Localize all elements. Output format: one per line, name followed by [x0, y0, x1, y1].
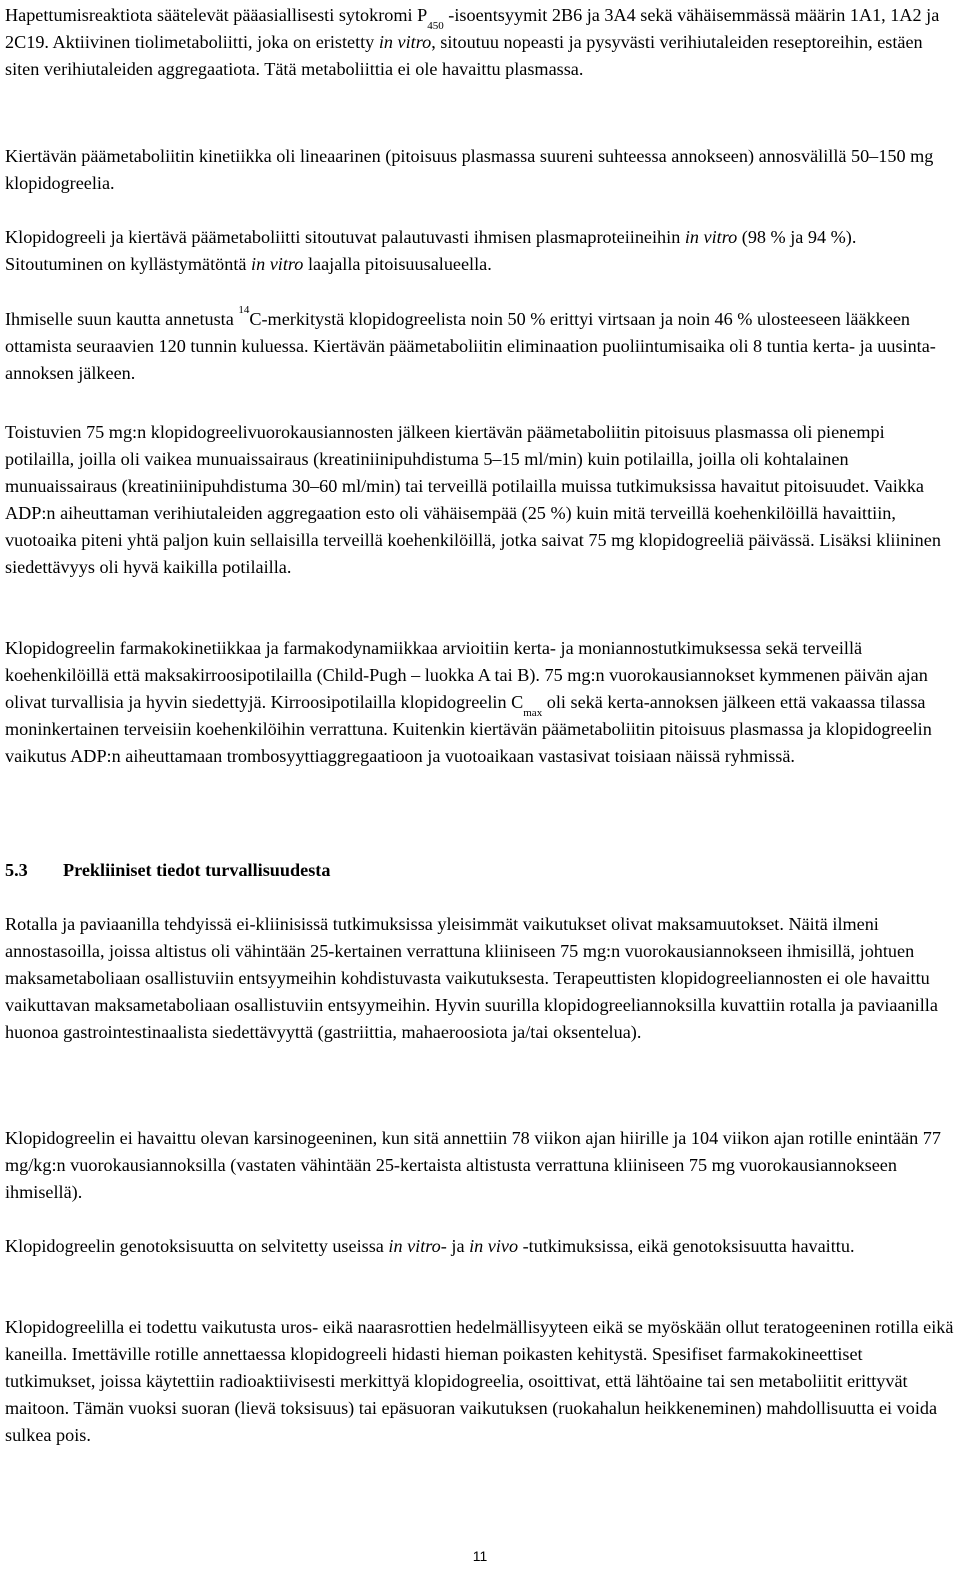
text-run: Ihmiselle suun kautta annetusta: [5, 309, 239, 329]
paragraph-metabolism: [5, 2, 955, 83]
text-run: C-merkitystä klopidogreelista noin 50 % erittyi virtsaan ja noin 46 % ulosteeseen lääkkeen ottamista seuraavien 120 tunnin kuluessa. Kiertävän päämetaboliitin eliminaation puoliintumisaika oli 8 tuntia kerta- ja uusinta-annoksen jälkeen.: [5, 309, 936, 383]
subscript: 450: [427, 20, 444, 32]
italic-term: in vitro: [251, 254, 304, 274]
text-run: (98 % ja 94 %). Sitoutuminen on kyllästymätöntä: [5, 227, 857, 274]
text-run: Klopidogreelin genotoksisuutta on selvitetty useissa: [5, 1236, 389, 1256]
text-run: laajalla pitoisuusalueella.: [303, 254, 492, 274]
italic-term: in vitro: [378, 32, 432, 52]
text-run: Klopidogreeli ja kiertävä päämetaboliitti sitoutuvat palautuvasti ihmisen plasmaproteiineihin: [5, 227, 685, 247]
section-title: Prekliiniset tiedot turvallisuudesta: [63, 860, 331, 880]
paragraph-kinetics: Kiertävän päämetaboliitin kinetiikka oli lineaarinen (pitoisuus plasmassa suureni suhteessa annokseen) annosvälillä 50–150 mg klopidogreelia.: [5, 146, 934, 193]
paragraph-genotoxicity: [5, 1233, 855, 1260]
section-heading: [5, 857, 330, 884]
italic-term: in vivo: [469, 1236, 519, 1256]
paragraph-protein-binding: [5, 224, 955, 278]
paragraph-hepatic-impairment: [5, 635, 955, 770]
subscript: max: [523, 707, 543, 719]
superscript: 14: [238, 304, 250, 316]
text-run: -tutkimuksissa, eikä genotoksisuutta havaittu.: [518, 1236, 855, 1256]
italic-term: in vitro: [388, 1236, 441, 1256]
paragraph-nonclinical: Rotalla ja paviaanilla tehdyissä ei-kliinisissä tutkimuksissa yleisimmät vaikutukset olivat maksamuutokset. Näitä ilmeni annostasoilla, joissa altistus oli vähintään 25-kertainen verrattuna kliiniseen 75 mg:n vuorokausiannokseen ihmisillä, johtuen maksametaboliaan osallistuviin entsyymeihin kohdistuvasta vaikutuksesta. Terapeuttisten klopidogreeliannosten ei ole havaittu vaikuttavan maksametaboliaan osallistuviin entsyymeihin. Hyvin suurilla klopidogreeliannoksilla kuvattiin rotalla ja paviaanilla huonoa gastrointestinaalista siedettävyyttä (gastriittia, mahaeroosiota ja/tai oksentelua).: [5, 914, 938, 1042]
paragraph-carcinogenicity: Klopidogreelin ei havaittu olevan karsinogeeninen, kun sitä annettiin 78 viikon ajan hiirille ja 104 viikon ajan rotille enintään 77 mg/kg:n vuorokausiannoksilla (vastaten vähintään 25-kertaista altistusta verrattuna kliiniseen 75 mg vuorokausiannokseen ihmisellä).: [5, 1128, 941, 1202]
text-run: Hapettumisreaktiota säätelevät pääasiallisesti sytokromi P: [5, 5, 428, 25]
text-run: Klopidogreelin farmakokinetiikkaa ja farmakodynamiikkaa arvioitiin kerta- ja moniannostutkimuksessa sekä terveillä koehenkilöillä että maksakirroosipotilailla (Child-Pugh – luokka A tai B). 75 mg:n vuorokausiannokset kymmenen päivän ajan olivat turvallisia ja hyvin siedettyjä. Kirroosipotilailla klopidogreelin C: [5, 638, 928, 712]
text-run: -isoentsyymit 2B6 ja 3A4 sekä vähäisemmässä määrin 1A1, 1A2 ja 2C19. Aktiivinen tiolimetaboliitti, joka on eristetty: [5, 5, 940, 52]
paragraph-elimination: [5, 306, 955, 387]
italic-term: in vitro: [684, 227, 738, 247]
paragraph-renal-impairment: Toistuvien 75 mg:n klopidogreelivuorokausiannosten jälkeen kiertävän päämetaboliitin pitoisuus plasmassa oli pienempi potilailla, joilla oli vaikea munuaissairaus (kreatiniinipuhdistuma 5–15 ml/min) kuin potilailla, joilla oli kohtalainen munuaissairaus (kreatiniinipuhdistuma 30–60 ml/min) tai terveillä potilailla muissa tutkimuksissa havaitut pitoisuudet. Vaikka ADP:n aiheuttaman verihiutaleiden aggregaation esto oli vähäisempää (25 %) kuin mitä terveillä koehenkilöillä havaittiin, vuotoaika piteni yhtä paljon kuin sellaisilla terveillä koehenkilöillä, jotka saivat 75 mg klopidogreeliä päivässä. Lisäksi kliininen siedettävyys oli hyvä kaikilla potilailla.: [5, 422, 941, 577]
paragraph-reproductive-toxicity: Klopidogreelilla ei todettu vaikutusta uros- eikä naarasrottien hedelmällisyyteen eikä se myöskään ollut teratogeeninen rotilla eikä kaneilla. Imettäville rotille annettaessa klopidogreeli hidasti hieman poikasten kehitystä. Spesifiset farmakokineettiset tutkimukset, joissa käytettiin radioaktiivisesti merkittyä klopidogreelia, osoittivat, että lähtöaine tai sen metaboliitit erittyvät maitoon. Tämän vuoksi suoran (lievä toksisuus) tai epäsuoran vaikutuksen (ruokahalun heikkeneminen) mahdollisuutta ei voida sulkea pois.: [5, 1317, 954, 1445]
page-number: 11: [472, 1548, 488, 1564]
text-run: , sitoutuu nopeasti ja pysyvästi verihiutaleiden reseptoreihin, estäen siten verihiutaleiden aggregaatiota. Tätä metaboliittia ei ole havaittu plasmassa.: [5, 32, 923, 79]
text-run: - ja: [440, 1236, 470, 1256]
text-run: oli sekä kerta-annoksen jälkeen että vakaassa tilassa moninkertainen terveisiin koehenkilöihin verrattuna. Kuitenkin kiertävän päämetaboliitin pitoisuus plasmassa ja klopidogreelin vaikutus ADP:n aiheuttamaan trombosyyttiaggregaatioon ja vuotoaikaan vastasivat toisiaan näissä ryhmissä.: [5, 692, 932, 766]
section-number: 5.3: [5, 860, 28, 880]
